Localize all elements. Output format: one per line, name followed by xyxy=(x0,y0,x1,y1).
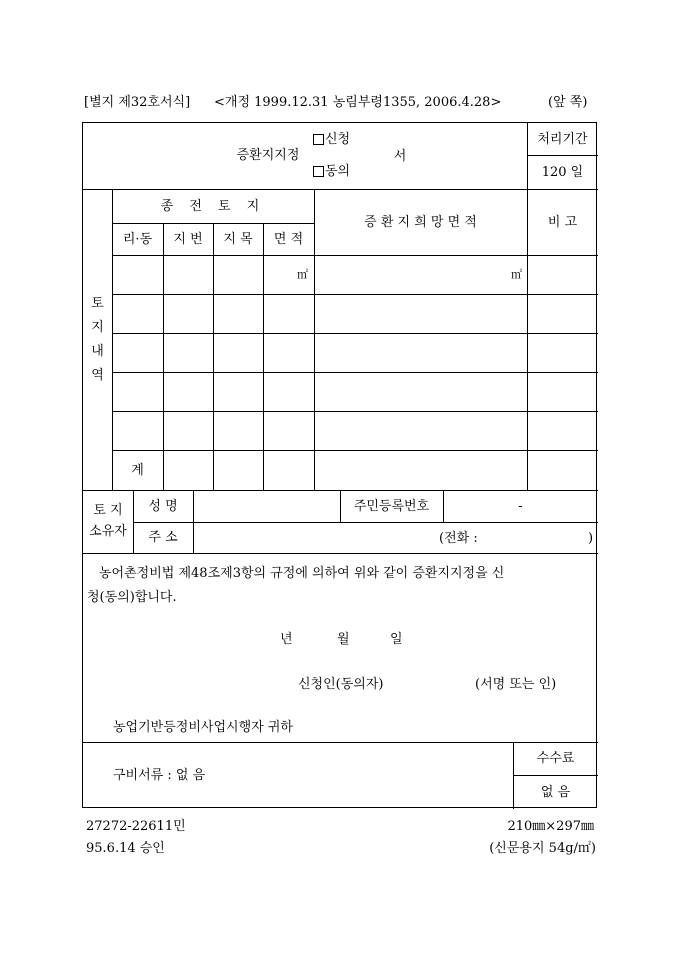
section-land-4: 역 xyxy=(91,367,104,383)
page-side: (앞 쪽) xyxy=(548,95,588,110)
form-title: 증환지지정 xyxy=(236,147,300,163)
processing-period-label: 처리기간 xyxy=(537,131,588,147)
total-label: 계 xyxy=(131,462,144,478)
form-number: [별지 제32호서식] xyxy=(84,95,191,110)
date-month: 월 xyxy=(337,632,350,647)
resident-id-dash: - xyxy=(518,498,523,514)
phone-close: ) xyxy=(588,531,594,546)
checkbox-consent[interactable] xyxy=(313,166,324,177)
option-consent[interactable]: 동의 xyxy=(313,163,365,179)
previous-land-header: 종 전 토 지 xyxy=(160,198,266,214)
remarks-header: 비 고 xyxy=(547,214,578,230)
revision-note: <개정 1999.12.31 농림부령1355, 2006.4.28> xyxy=(214,95,502,110)
form-code: 27272-22611민 xyxy=(86,819,186,834)
fee-label: 수수료 xyxy=(536,751,575,766)
desired-area-header: 증 환 지 희 망 면 적 xyxy=(364,214,477,230)
signature-note: (서명 또는 인) xyxy=(475,677,557,692)
approval-date: 95.6.14 승인 xyxy=(86,841,165,856)
date-day: 일 xyxy=(390,632,403,647)
section-land-3: 내 xyxy=(91,343,104,359)
application-form xyxy=(82,122,597,808)
unit-desired-area: ㎡ xyxy=(511,268,522,281)
recipient: 농업기반등정비사업시행자 귀하 xyxy=(113,720,293,735)
col-land-category: 지 목 xyxy=(223,231,253,247)
paper-type: (신문용지 54g/㎡) xyxy=(489,841,596,856)
option-apply[interactable]: 신청 xyxy=(313,131,365,147)
unit-area: ㎡ xyxy=(297,268,308,281)
form-title-suffix: 서 xyxy=(393,148,407,164)
owner-label-2: 소유자 xyxy=(89,523,127,539)
fee-value: 없 음 xyxy=(540,784,571,800)
address-label: 주 소 xyxy=(148,530,178,545)
col-lot-number: 지 번 xyxy=(173,231,203,247)
applicant-label: 신청인(동의자) xyxy=(298,677,384,692)
section-land-2: 지 xyxy=(91,319,104,335)
statement-line-2: 청(동의)합니다. xyxy=(87,590,177,605)
col-ri-dong: 리·동 xyxy=(122,231,153,247)
checkbox-apply[interactable] xyxy=(313,134,324,145)
col-area: 면 적 xyxy=(273,231,304,247)
name-label: 성 명 xyxy=(148,498,178,514)
owner-label-1: 토 지 xyxy=(93,502,123,518)
statement-line-1: 농어촌정비법 제48조제3항의 규정에 의하여 위와 같이 증환지지정을 신 xyxy=(99,566,505,581)
processing-period-value: 120 일 xyxy=(541,164,584,180)
date-year: 년 xyxy=(280,632,293,647)
paper-size: 210㎜×297㎜ xyxy=(507,819,594,834)
section-land-1: 토 xyxy=(91,295,104,311)
phone-label: (전화 : xyxy=(439,531,478,546)
required-documents: 구비서류 : 없 음 xyxy=(113,768,206,783)
resident-id-label: 주민등록번호 xyxy=(353,498,430,514)
